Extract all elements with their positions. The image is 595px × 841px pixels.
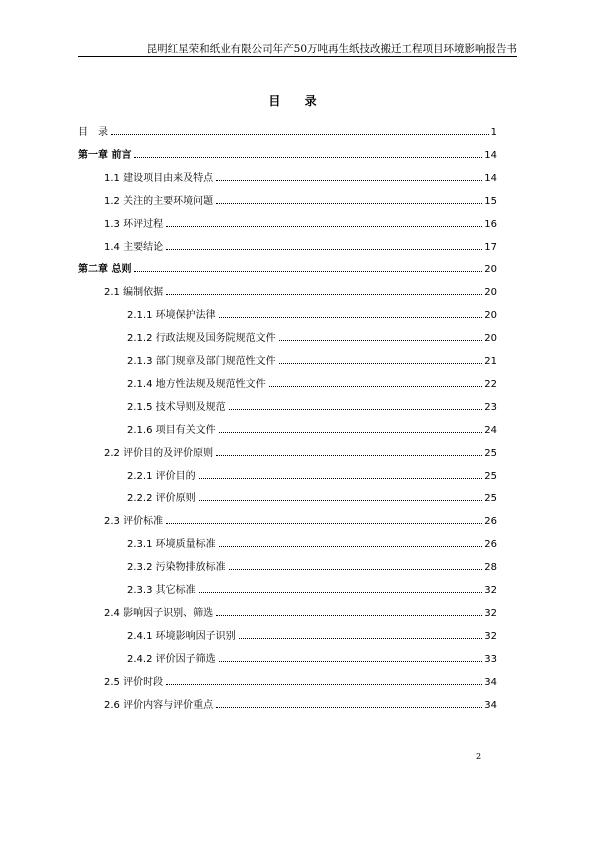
toc-dot-leader <box>216 455 482 456</box>
toc-dot-leader <box>166 226 482 227</box>
toc-entry-label: 2.3.3 其它标准 <box>127 585 196 596</box>
toc-entry[interactable] <box>104 195 497 209</box>
toc-entry-label: 第一章 前言 <box>78 149 132 161</box>
toc-dot-leader <box>166 684 482 685</box>
toc-entry-label: 1.2 关注的主要环境问题 <box>104 195 214 207</box>
toc-entry[interactable] <box>78 149 497 163</box>
toc-entry-page: 14 <box>484 149 497 161</box>
toc-entry-label: 2.1.4 地方性法规及规范性文件 <box>127 378 266 390</box>
toc-dot-leader <box>199 592 483 593</box>
toc-entry-page: 25 <box>484 447 497 459</box>
toc-entry[interactable] <box>104 241 497 255</box>
toc-entry-label: 2.2 评价目的及评价原则 <box>104 447 214 459</box>
toc-entry-page: 24 <box>484 424 497 436</box>
toc-dot-leader <box>216 180 482 181</box>
toc-entry-page: 32 <box>484 585 497 596</box>
toc-dot-leader <box>229 409 483 410</box>
toc-entry-label: 2.3 评价标准 <box>104 516 164 528</box>
toc-entry[interactable] <box>104 515 497 529</box>
toc-entry-page: 14 <box>484 172 497 184</box>
toc-entry[interactable] <box>127 309 497 323</box>
toc-dot-leader <box>219 546 483 547</box>
toc-heading: 目 录 <box>268 94 327 108</box>
toc-dot-leader <box>199 478 483 479</box>
toc-entry-page: 28 <box>484 562 497 574</box>
toc-entry[interactable] <box>127 584 497 598</box>
toc-entry-page: 20 <box>484 310 497 322</box>
toc-entry[interactable] <box>104 676 497 690</box>
toc-entry-label: 目 录 <box>78 127 108 138</box>
toc-entry-label: 2.1.5 技术导则及规范 <box>127 401 226 413</box>
toc-entry[interactable] <box>127 470 497 484</box>
toc-entry-label: 2.2.2 评价原则 <box>127 493 196 505</box>
toc-entry-label: 1.4 主要结论 <box>104 241 164 253</box>
toc-entry-label: 2.1.1 环境保护法律 <box>127 310 216 322</box>
toc-entry[interactable] <box>127 561 497 575</box>
toc-entry[interactable] <box>127 653 497 667</box>
toc-entry-page: 16 <box>484 218 497 230</box>
toc-entry[interactable] <box>127 401 497 415</box>
toc-entry-label: 2.4.1 环境影响因子识别 <box>127 630 236 642</box>
toc-dot-leader <box>166 249 482 250</box>
toc-dot-leader <box>166 294 482 295</box>
toc-entry-page: 15 <box>484 195 497 207</box>
toc-entry[interactable] <box>127 332 497 346</box>
toc-entry[interactable] <box>104 699 497 713</box>
toc-entry[interactable] <box>78 126 497 140</box>
toc-entry-label: 2.3.2 污染物排放标准 <box>127 562 226 574</box>
toc-dot-leader <box>216 203 482 204</box>
toc-dot-leader <box>219 317 483 318</box>
toc-entry-page: 33 <box>484 653 497 665</box>
toc-entry-page: 34 <box>484 699 497 711</box>
toc-dot-leader <box>216 707 482 708</box>
toc-entry-page: 17 <box>484 241 497 253</box>
toc-entry[interactable] <box>127 424 497 438</box>
toc-entry-label: 2.5 评价时段 <box>104 676 164 688</box>
toc-dot-leader <box>111 134 489 135</box>
toc-dot-leader <box>219 432 483 433</box>
toc-entry-page: 34 <box>484 676 497 688</box>
toc-dot-leader <box>239 638 483 639</box>
toc-entry-page: 32 <box>484 607 497 619</box>
toc-entry[interactable] <box>127 538 497 552</box>
toc-dot-leader <box>134 157 482 158</box>
toc-entry-label: 2.1.3 部门规章及部门规范性文件 <box>127 356 276 367</box>
toc-dot-leader <box>216 615 482 616</box>
toc-entry[interactable] <box>104 607 497 621</box>
document-header-title: 昆明红星荣和纸业有限公司年产50万吨再生纸技改搬迁工程项目环境影响报告书 <box>146 43 517 55</box>
toc-dot-leader <box>199 500 483 501</box>
toc-entry[interactable] <box>127 630 497 644</box>
header-rule <box>78 56 517 57</box>
toc-entry-page: 21 <box>484 356 497 367</box>
toc-entry-page: 22 <box>484 378 497 390</box>
toc-dot-leader <box>219 661 483 662</box>
toc-entry-page: 20 <box>484 333 497 345</box>
toc-entry-label: 2.3.1 环境质量标准 <box>127 539 216 551</box>
toc-entry-label: 2.4 影响因子识别、筛选 <box>104 607 214 619</box>
toc-dot-leader <box>229 569 483 570</box>
toc-entry-page: 25 <box>484 493 497 505</box>
page-number: 2 <box>476 752 482 761</box>
toc-entry-label: 2.1.2 行政法规及国务院规范文件 <box>127 333 276 345</box>
toc-entry-page: 1 <box>490 127 497 138</box>
toc-dot-leader <box>269 386 483 387</box>
toc-entry-page: 20 <box>484 264 497 276</box>
toc-entry-page: 20 <box>484 287 497 299</box>
toc-entry-label: 2.1.6 项目有关文件 <box>127 424 216 436</box>
toc-entry[interactable] <box>104 447 497 461</box>
toc-entry-label: 1.3 环评过程 <box>104 218 164 230</box>
toc-dot-leader <box>279 363 483 364</box>
toc-entry-page: 32 <box>484 630 497 642</box>
toc-entry-label: 2.6 评价内容与评价重点 <box>104 699 214 711</box>
toc-entry-label: 第二章 总则 <box>78 264 132 276</box>
toc-entry-page: 25 <box>484 470 497 482</box>
toc-entry-label: 1.1 建设项目由来及特点 <box>104 172 214 184</box>
toc-dot-leader <box>134 271 482 272</box>
toc-entry-page: 26 <box>484 516 497 528</box>
toc-entry[interactable] <box>127 492 497 506</box>
toc-entry[interactable] <box>104 286 497 300</box>
toc-entry[interactable] <box>127 378 497 392</box>
toc-entry-page: 26 <box>484 539 497 551</box>
toc-entry-label: 2.2.1 评价目的 <box>127 470 196 482</box>
toc-entry[interactable] <box>104 172 497 186</box>
toc-entry-label: 2.4.2 评价因子筛选 <box>127 653 216 665</box>
toc-entry[interactable] <box>78 263 497 277</box>
toc-entry[interactable] <box>104 218 497 232</box>
toc-entry-label: 2.1 编制依据 <box>104 287 164 299</box>
toc-entry-page: 23 <box>484 401 497 413</box>
toc-dot-leader <box>166 523 482 524</box>
toc-entry[interactable] <box>127 355 497 369</box>
toc-dot-leader <box>279 340 483 341</box>
